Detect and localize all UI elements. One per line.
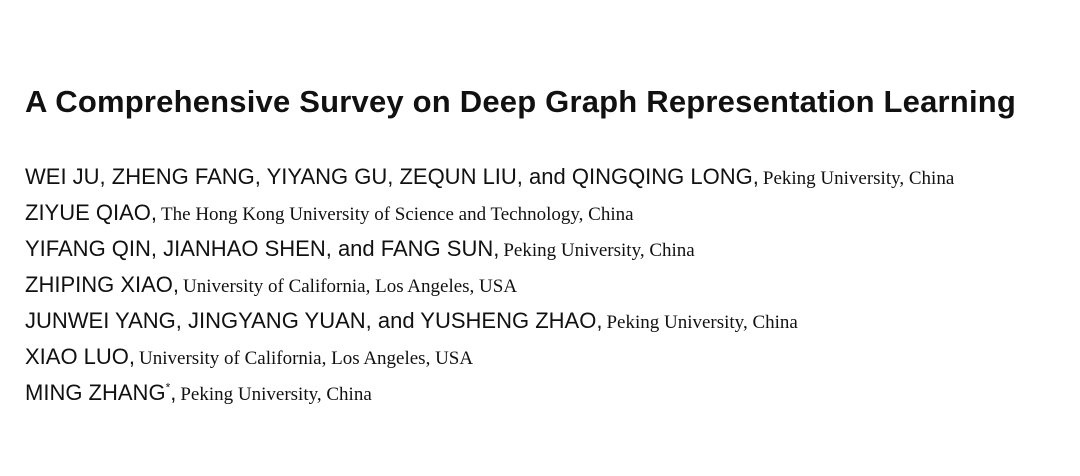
author-affiliation: University of California, Los Angeles, USA <box>139 348 474 369</box>
author-name-separator: , <box>170 380 177 405</box>
author-affiliation: University of California, Los Angeles, USA <box>183 276 518 297</box>
author-line <box>25 196 1065 232</box>
author-list <box>25 160 1065 412</box>
author-line <box>25 160 1065 196</box>
author-affiliation: Peking University, China <box>762 168 955 189</box>
author-names: XIAO LUO, <box>25 344 136 369</box>
author-names: YIFANG QIN, JIANHAO SHEN, and FANG SUN, <box>25 236 500 261</box>
author-names: WEI JU, ZHENG FANG, YIYANG GU, ZEQUN LIU, and QINGQING LONG, <box>25 164 759 189</box>
author-line <box>25 376 1065 412</box>
author-line <box>25 268 1065 304</box>
author-names: ZIYUE QIAO, <box>25 200 158 225</box>
author-line <box>25 304 1065 340</box>
paper-header <box>25 80 1065 412</box>
author-names: ZHIPING XIAO, <box>25 272 180 297</box>
author-affiliation: Peking University, China <box>503 240 695 261</box>
author-affiliation: The Hong Kong University of Science and Technology, China <box>161 204 634 225</box>
author-names <box>25 380 176 405</box>
author-affiliation: Peking University, China <box>180 384 372 405</box>
author-affiliation: Peking University, China <box>606 312 798 333</box>
paper-title: A Comprehensive Survey on Deep Graph Representation Learning <box>25 84 1017 119</box>
author-line <box>25 340 1065 376</box>
author-names: JUNWEI YANG, JINGYANG YUAN, and YUSHENG ZHAO, <box>25 308 603 333</box>
author-name: MING ZHANG <box>25 380 166 405</box>
author-line <box>25 232 1065 268</box>
corresponding-author-mark: * <box>165 380 171 395</box>
